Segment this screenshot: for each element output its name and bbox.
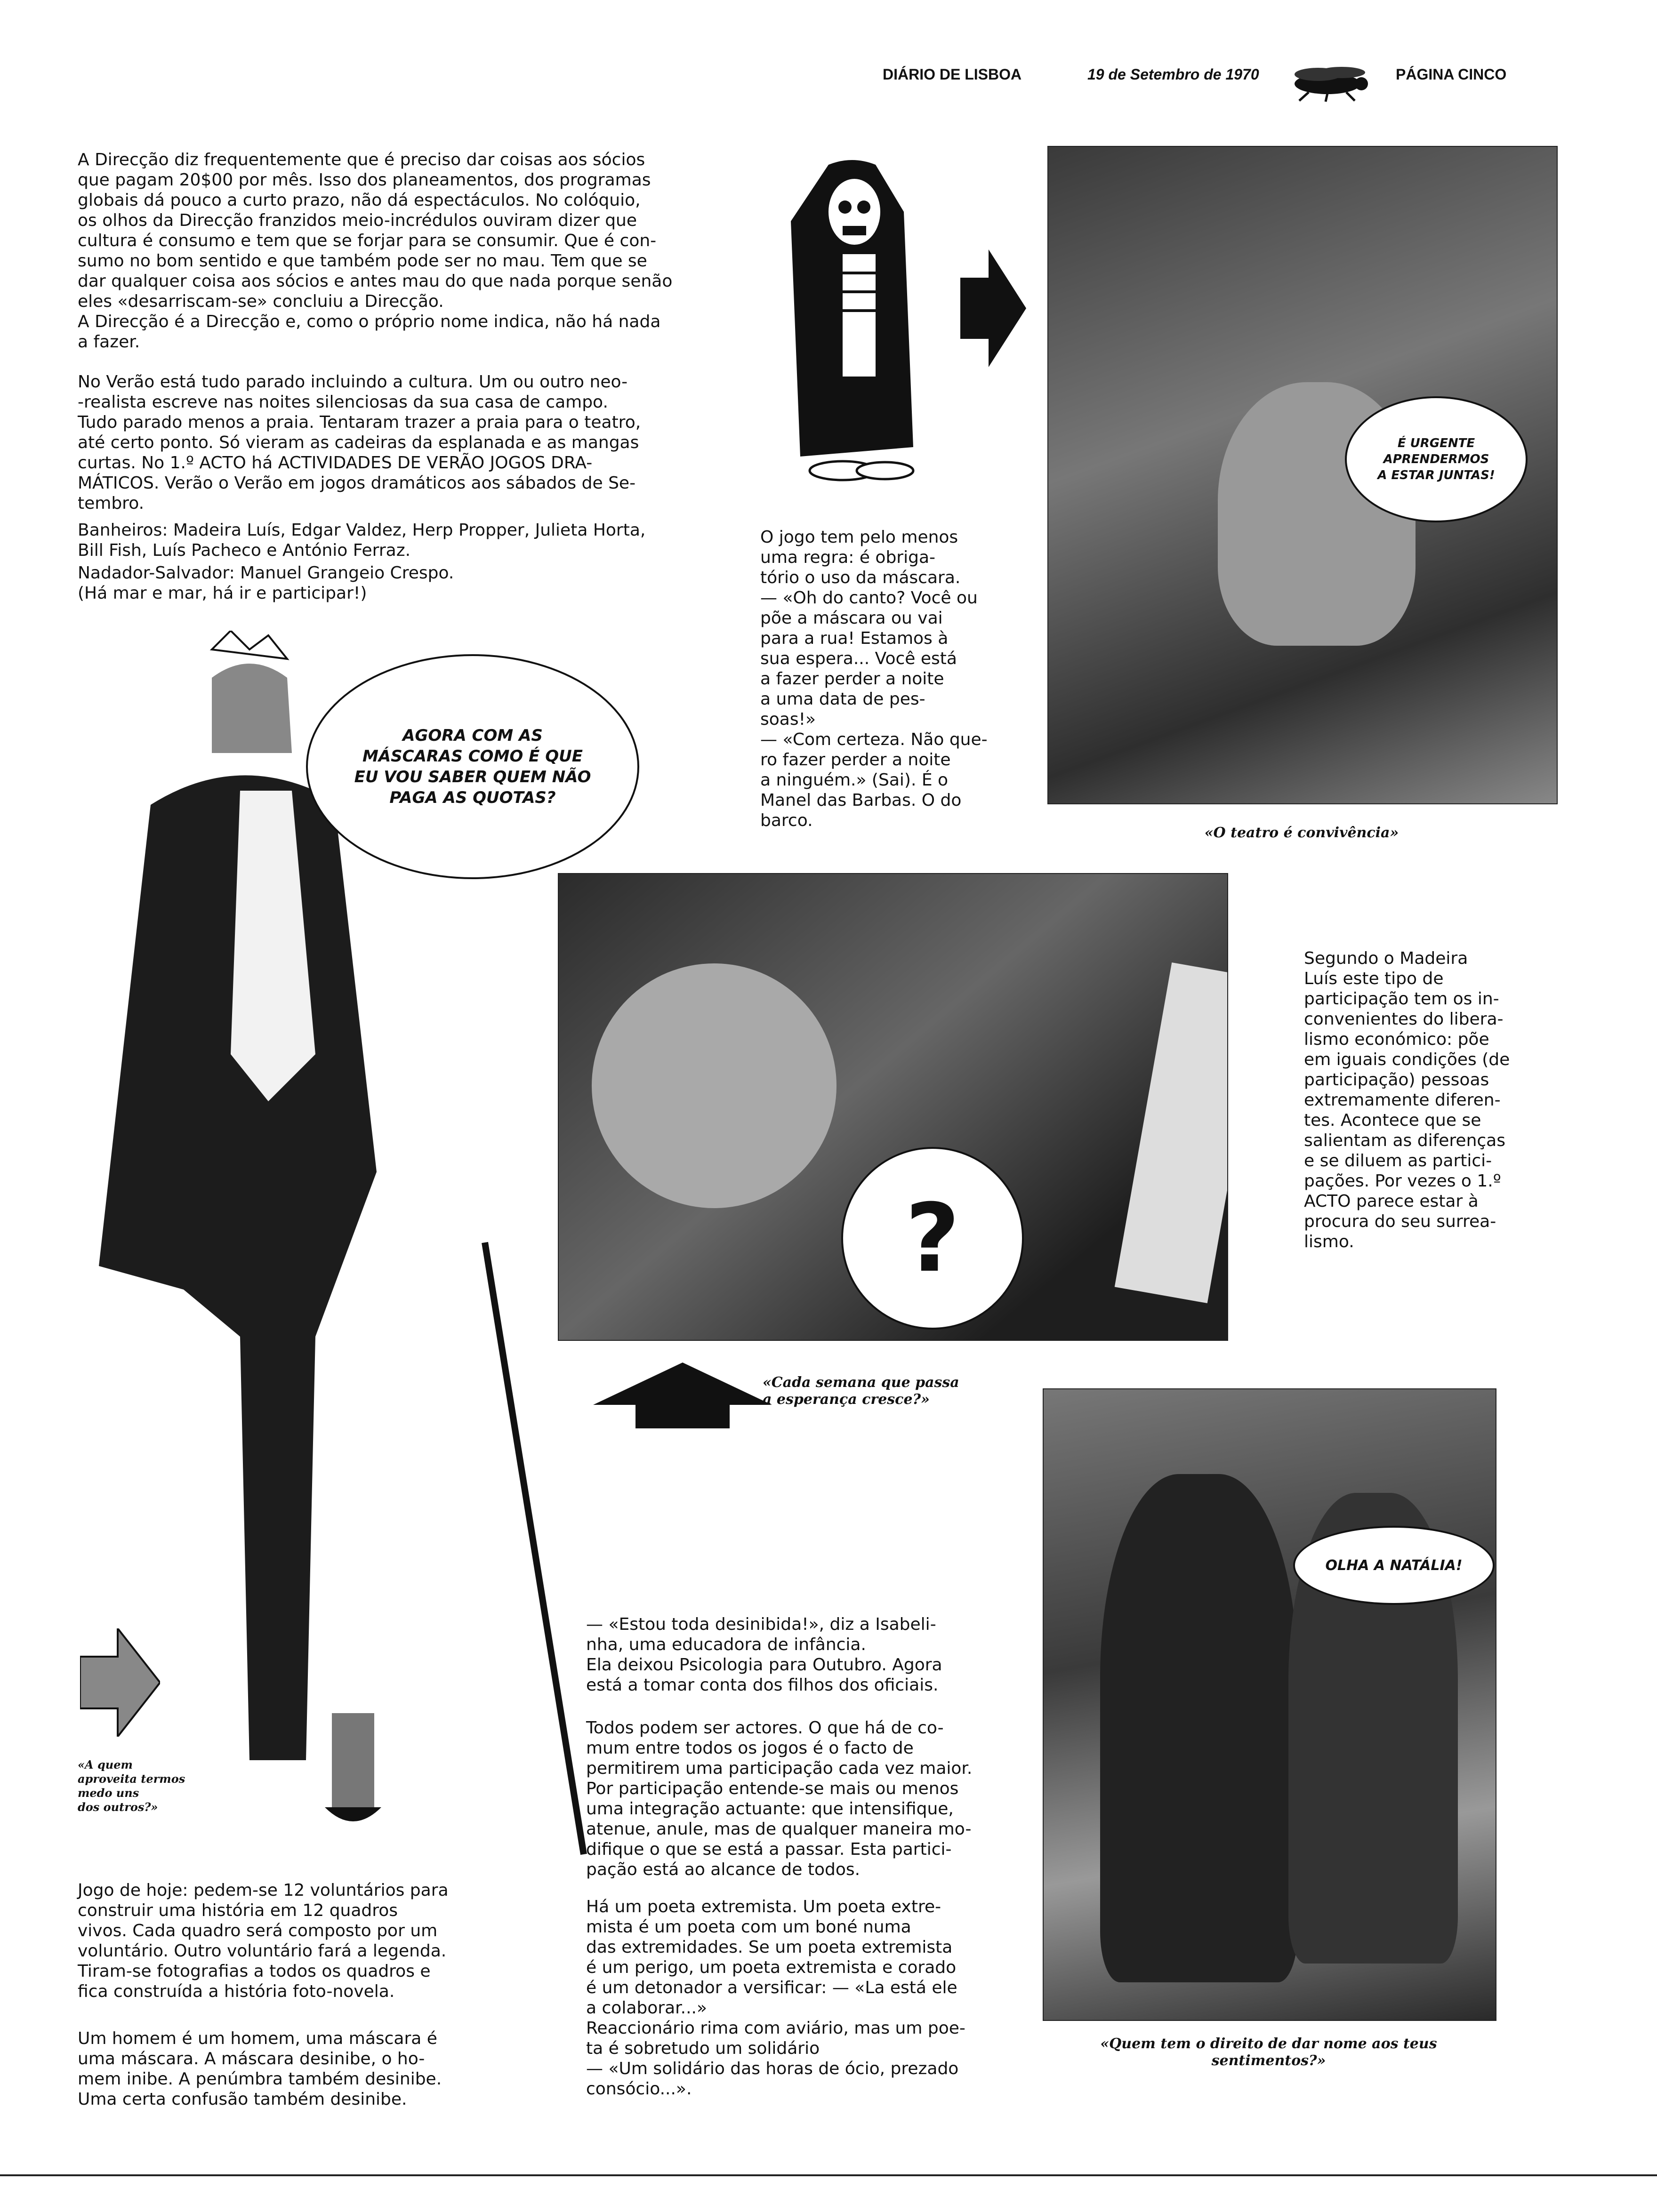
article-jogo-hoje: Jogo de hoje: pedem-se 12 voluntários para construir uma história em 12 quadros vivos. Cada quadro será composto por um voluntário. Outro voluntário fará a legenda. Tiram-se fotografias a todos os quadros e fica construída a história foto-novela. <box>78 1881 449 2001</box>
article-mascara: Um homem é um homem, uma máscara é uma máscara. A máscara desinibe, o ho- mem inibe. A penúmbra também desinibe. Uma certa confusão também desinibe. <box>78 2029 442 2109</box>
man-figure <box>1100 1474 1298 1982</box>
article-direccao: A Direcção diz frequentemente que é preciso dar coisas aos sócios que pagam 20$00 por mês. Isso dos planeamentos, dos programas globais dá pouco a curto prazo, não dá espectáculos. No colóquio, os olhos da Direcção franzidos meio-incrédulos ouviram dizer que cultura é consumo e tem que se forjar para se consumir. Que é con- sumo no bom sentido e que também pode ser no mau. Tem que se dar qualquer coisa aos sócios e antes mau do que nada porque senão eles «desarriscam-se» concluiu a Direcção. A Direcção é a Direcção e, como o próprio nome indica, não há nada a fazer. <box>78 150 673 352</box>
bubble-agora-text: AGORA COM AS MÁSCARAS COMO É QUE EU VOU SABER QUEM NÃO PAGA AS QUOTAS? <box>354 726 591 807</box>
article-ha-mar: (Há mar e mar, há ir e participar!) <box>78 584 367 603</box>
header-page: PÁGINA CINCO <box>1396 66 1507 83</box>
bubble-natalia-text: OLHA A NATÁLIA! <box>1325 1557 1463 1574</box>
right-arrow-icon <box>960 249 1026 367</box>
article-nadador: Nadador-Salvador: Manuel Grangeio Crespo. <box>78 563 454 583</box>
bubble-urgente-text: É URGENTE APRENDERMOS A ESTAR JUNTAS! <box>1377 436 1495 482</box>
up-arrow-icon <box>593 1362 772 1428</box>
article-isabelinha: — «Estou toda desinibida!», diz a Isabeli- nha, uma educadora de infância. Ela deixou Psicologia para Outubro. Agora está a tomar conta dos filhos dos oficiais. <box>586 1615 942 1695</box>
photo-convivencia <box>1047 146 1558 804</box>
question-bubble <box>841 1147 1024 1330</box>
caption-quem-aproveita: «A quem aproveita termos medo uns dos outros?» <box>78 1758 185 1814</box>
article-segundo: Segundo o Madeira Luís este tipo de participação tem os in- convenientes do libera- lismo económico: põe em iguais condições (de participação) pessoas extremamente diferen- tes. Acontece que se salientam as diferenças e se diluem as partici- pações. Por vezes o 1.º ACTO parece estar à procura do seu surrea- lismo. <box>1304 949 1510 1251</box>
photo-direito <box>1043 1388 1496 2021</box>
article-jogo-regra: O jogo tem pelo menos uma regra: é obriga- tório o uso da máscara. — «Oh do canto? Você ou põe a máscara ou vai para a rua! Estamos à sua espera... Você está a fazer perder a noite a uma data de pes- soas!» — «Com certeza. Não que- ro fazer perder a noite a ninguém.» (Sai). É o Manel das Barbas. O do barco. <box>760 528 988 830</box>
header-date: 19 de Setembro de 1970 <box>1087 66 1259 83</box>
question-mark-text: ? <box>905 1183 960 1293</box>
bottom-rule <box>0 2174 1657 2176</box>
actor-head <box>592 963 837 1208</box>
caption-esperanca: «Cada semana que passa a esperança cresce?» <box>763 1374 959 1408</box>
skeleton-illustration <box>772 155 932 485</box>
article-todos-actores: Todos podem ser actores. O que há de co- mum entre todos os jogos é o facto de permitirem uma participação cada vez maior. Por participação entende-se mais ou menos uma integração actuante: que intensifique, atenue, anule, mas de qualquer maneira mo- difique o que se está a passar. Esta partici- pação está ao alcance de todos. <box>586 1718 973 1879</box>
photo-esperanca <box>558 873 1228 1341</box>
caption-convivencia: «O teatro é convivência» <box>1204 825 1399 841</box>
article-verao: No Verão está tudo parado incluindo a cultura. Um ou outro neo- -realista escreve nas noites silenciosas da sua casa de campo. Tudo parado menos a praia. Tentaram trazer a praia para o teatro, até certo ponto. Só vieram as cadeiras da esplanada e as mangas curtas. No 1.º ACTO há ACTIVIDADES DE VERÃO JOGOS DRA- MÁTICOS. Verão o Verão em jogos dramáticos aos sábados de Se- tembro. <box>78 372 641 513</box>
left-pointing-arrow-icon <box>80 1628 160 1737</box>
speech-bubble-natalia <box>1293 1526 1495 1605</box>
article-banheiros: Banheiros: Madeira Luís, Edgar Valdez, Herp Propper, Julieta Horta, Bill Fish, Luís Pacheco e António Ferraz. <box>78 521 646 560</box>
article-poeta: Há um poeta extremista. Um poeta extre- mista é um poeta com um boné numa das extremidades. Se um poeta extremista é um perigo, um poeta extremista e corado é um detonador a versificar: — «La está ele a colaborar...» Reaccionário rima com aviário, mas um poe- ta é sobretudo um solidário — «Um solidário das horas de ócio, prezado consócio...». <box>586 1897 965 2099</box>
header-newspaper: DIÁRIO DE LISBOA <box>883 66 1022 83</box>
caption-direito: «Quem tem o direito de dar nome aos teus sentimentos?» <box>1100 2036 1437 2069</box>
speech-bubble-urgente <box>1345 396 1528 522</box>
speech-bubble-agora <box>306 654 639 879</box>
paper-sheet <box>1115 962 1228 1303</box>
fly-icon <box>1280 60 1375 103</box>
